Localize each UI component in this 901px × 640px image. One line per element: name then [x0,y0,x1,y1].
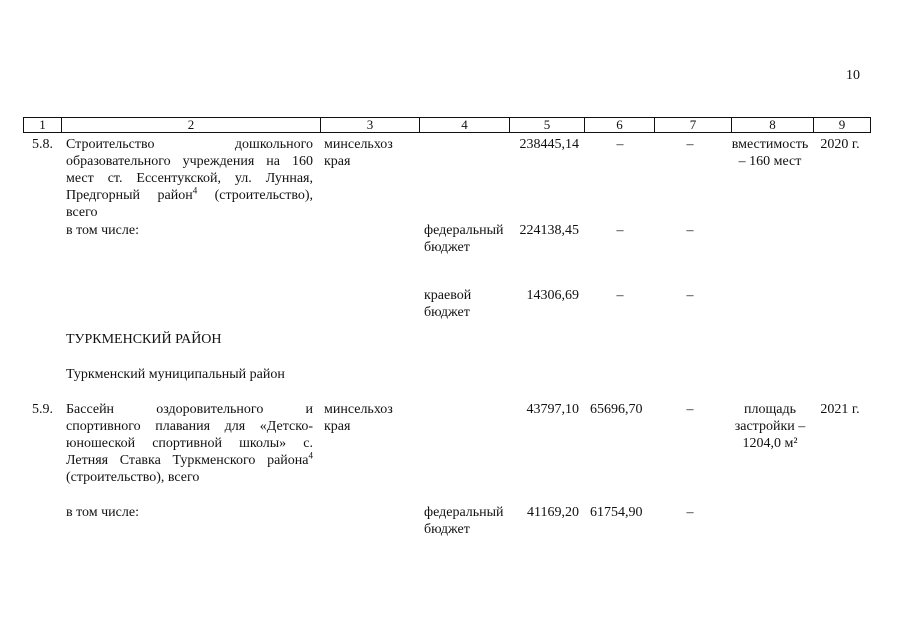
object-name: Бассейн оздоровительного и спортивного плавания для «Детско-юношеской спортивной школы» с. Летняя Ставка Туркменского района$^4$ (строительство), всего [66,402,313,485]
column-number: 6 [585,118,655,133]
column-number: 4 [420,118,510,133]
amount-col6: 65696,70 [590,402,643,417]
row-number: 5.9. [32,402,53,417]
executor: минсельхоз края [324,402,393,434]
column-number: 5 [510,118,585,133]
column-number: 8 [732,118,814,133]
capacity: вместимость – 160 мест [731,137,809,169]
year: 2021 г. [820,402,860,417]
amount-col6: – [616,137,624,152]
funding-source: федеральный бюджет [424,505,504,537]
amount-col6: – [616,288,624,303]
year: 2020 г. [820,137,860,152]
column-number: 9 [814,118,871,133]
column-number-header [23,117,871,133]
amount-col6: 61754,90 [590,505,643,520]
capacity: площадь застройки – 1204,0 м² [734,402,806,451]
amount-col7: – [686,402,694,417]
amount-col7: – [686,137,694,152]
amount-col7: – [686,505,694,520]
district-heading: ТУРКМЕНСКИЙ РАЙОН [66,332,222,347]
column-number: 2 [62,118,321,133]
municipality-name: Туркменский муниципальный район [66,367,285,382]
amount-col6: – [616,223,624,238]
sub-label: в том числе: [66,505,139,520]
amount-col5: 14306,69 [526,288,579,303]
page-number: 10 [846,68,860,83]
object-name: Строительство дошкольного образовательного учреждения на 160 мест ст. Ессентукской, ул. Лунная, Предгорный район$^4$ (строительство), всего [66,137,313,220]
sub-label: в том числе: [66,223,139,238]
amount-col5: 238445,14 [519,137,579,152]
amount-col5: 43797,10 [526,402,579,417]
amount-col5: 224138,45 [519,223,579,238]
funding-source: федеральный бюджет [424,223,504,255]
row-number: 5.8. [32,137,53,152]
funding-source: краевой бюджет [424,288,472,320]
column-number: 1 [24,118,62,133]
amount-col7: – [686,288,694,303]
executor: минсельхоз края [324,137,393,169]
column-number: 7 [655,118,732,133]
amount-col7: – [686,223,694,238]
column-number: 3 [321,118,420,133]
amount-col5: 41169,20 [527,505,579,520]
